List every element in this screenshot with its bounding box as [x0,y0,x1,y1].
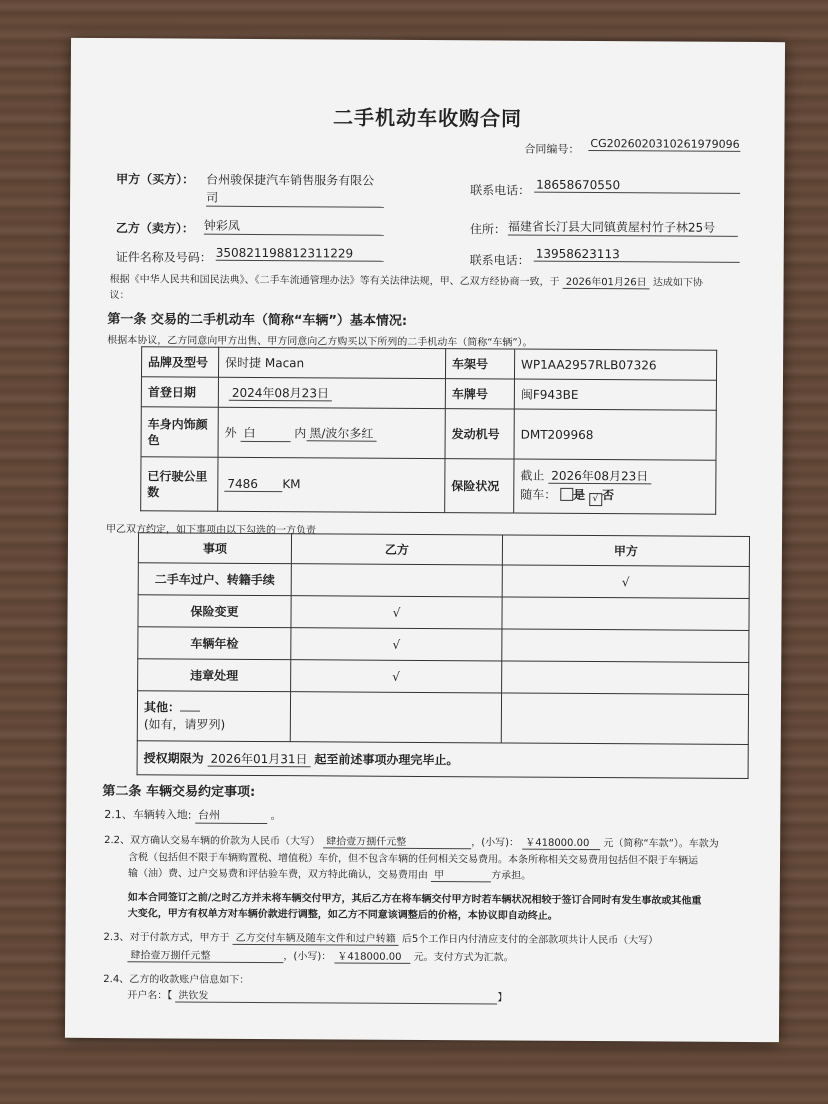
resp-table [137,532,750,779]
insurance-label: 保险状况 [445,459,514,513]
contract-title: 二手机动车收购合同 [333,105,523,131]
resp-row-a: √ [502,565,749,599]
preamble-date: 2026年01月26日 [563,277,650,290]
party-a-name-line1: 台州骏保捷汽车销售服务有限公 [206,172,375,188]
engine-value: DMT209968 [514,409,716,460]
ext-color: 白 [240,423,290,441]
clause-2-3-line2: 肆拾壹万捌仟元整 ，(小写)： ￥418000.00 元。支付方式为汇款。 [127,946,513,964]
resp-row-b [291,564,502,597]
insurance-cell: 截止 2026年08月23日 随车： 是 √ 否 [514,459,716,514]
reg-date-value: 2024年08月23日 [229,386,332,402]
resp-deadline: 授权期限为 2026年01月31日 起至前述事项办理完毕止。 [137,741,748,779]
party-b-phone-label: 联系电话： [469,253,530,268]
party-b-id-label: 证件名称及号码： [115,250,212,265]
resp-other-b [290,692,501,743]
transfer-city: 台州 [195,807,267,824]
article1-intro: 根据本协议，乙方同意向甲方出售、甲方同意向乙方购买以下所列的二手机动车（简称“车辆”）。 [107,335,533,349]
resp-other-cell: 其他： (如有，请罗列) [137,691,290,742]
plate-value: 闽F943BE [514,379,716,410]
payment-lower: ￥418000.00 [334,947,410,963]
adjust-clause-line1: 如本合同签订之前/之时乙方并未将车辆交付甲方，其后乙方在将车辆交付甲方时若车辆状况相较于签订合同时有发生事故或其他重 [127,892,702,907]
party-b-address-label: 住所： [469,222,506,237]
contract-paper [65,38,785,1042]
resp-row-b: √ [291,660,502,693]
resp-row-item: 二手车过户、转籍手续 [138,563,291,596]
party-b-label: 乙方（卖方）： [115,221,194,236]
resp-row-item: 车辆年检 [138,627,291,660]
resp-header-a: 甲方 [502,535,749,567]
color-label: 车身内饰颜 色 [141,407,218,457]
party-a-phone-label: 联系电话： [470,183,531,198]
vehicle-table [140,346,717,515]
preamble-line2: 议： [109,290,130,302]
deadline-date: 2026年01月31日 [207,752,310,768]
payment-condition: 乙方交付车辆及随车文件和过户转籍 [233,933,399,946]
party-b-phone: 13958623113 [534,247,740,263]
resp-other-a [501,693,748,745]
party-a-name-line2: 司 [206,189,384,208]
color-cell: 外 白 内 黑/波尔多红 [218,407,445,458]
party-b-id: 350821198812311229 [216,246,384,262]
payment-upper: 肆拾壹万捌仟元整 [127,946,283,963]
no-checkbox[interactable]: √ [589,493,602,506]
reg-date-label: 首登日期 [141,377,218,407]
contract-no-value: CG2026020310261979096 [588,137,740,152]
int-color: 黑/波尔多红 [306,426,376,441]
party-a-label: 甲方（买方）： [116,172,195,187]
account-holder: 洪钦发 [175,986,497,1004]
vin-label: 车架号 [445,349,514,379]
resp-header-item: 事项 [138,533,291,564]
clause-2-2-line3: 输（油）费、过户交易费和评估验车费，双方特此确认，交易费用由 甲 方承担。 [128,864,531,882]
resp-header-b: 乙方 [291,534,502,565]
brand-label: 品牌及型号 [141,347,218,377]
party-b-address: 福建省长汀县大同镇黄屋村竹子林25号 [508,218,738,237]
resp-row-item: 违章处理 [138,659,291,692]
party-a-phone: 18658670550 [534,178,740,194]
resp-row-a [502,597,749,631]
resp-caption: 甲乙双方约定，如下事项由以下勾选的一方负责 [106,524,317,537]
article1-heading: 第一条 交易的二手机动车（简称“车辆”）基本情况: [107,312,408,329]
reg-date-cell [218,377,445,408]
clause-2-2-line2: 含税（包括但不限于车辆购置税、增值税）车价，但不包含车辆的任何相关交易费用。本条所称相关交易费用包括但不限于车辆运 [128,852,699,867]
price-upper: 肆拾壹万捌仟元整 [323,832,471,849]
clause-2-2-line1: 2.2、双方确认交易车辆的价款为人民币（大写） 肆拾壹万捌仟元整 ，(小写)： ￥418000.00 元（简称“车款”）。车款为 [104,831,719,851]
resp-row-item: 保险变更 [138,595,291,628]
vin-value: WP1AA2957RLB07326 [514,349,716,380]
engine-label: 发动机号 [445,409,514,459]
clause-2-3-line1: 2.3、对于付款方式，甲方于 乙方交付车辆及随车文件和过户转籍 后5个工作日内付清应支付的全部款项共计人民币（大写） [103,932,659,947]
brand-value: 保时捷 Macan [218,347,445,378]
mileage-value: 7486 [224,477,282,492]
clause-2-1: 2.1、车辆转入地: 台州 。 [104,808,282,823]
clause-2-4: 2.4、乙方的收款账户信息如下： [103,974,250,986]
adjust-clause-line2: 大变化，甲方有权单方对车辆价款进行调整，如乙方不同意该调整后的价格，本协议即自动终止。 [127,908,558,922]
price-lower: ￥418000.00 [522,834,600,850]
party-b-name: 钟彩凤 [204,217,384,236]
plate-label: 车牌号 [445,379,514,409]
mileage-cell: 7486 KM [218,457,445,512]
resp-row-a [502,629,749,663]
fee-payer: 甲 [431,866,491,882]
insurance-until: 2026年08月23日 [548,469,651,485]
yes-checkbox[interactable] [560,488,573,501]
mileage-label: 已行驶公里 数 [141,457,218,511]
account-holder-row: 开户名：【 洪钦发 】 [127,986,507,1004]
resp-row-b: √ [291,628,502,661]
contract-no-label: 合同编号： [524,142,580,156]
preamble-text: 根据《中华人民共和国民法典》、《二手车流通管理办法》等有关法律法规，甲、乙双方经协商一致，于 2026年01月26日 达成如下协 [109,274,703,289]
resp-row-a [502,661,749,695]
resp-row-b: √ [291,596,502,629]
article2-heading: 第二条 车辆交易约定事项: [102,784,256,800]
